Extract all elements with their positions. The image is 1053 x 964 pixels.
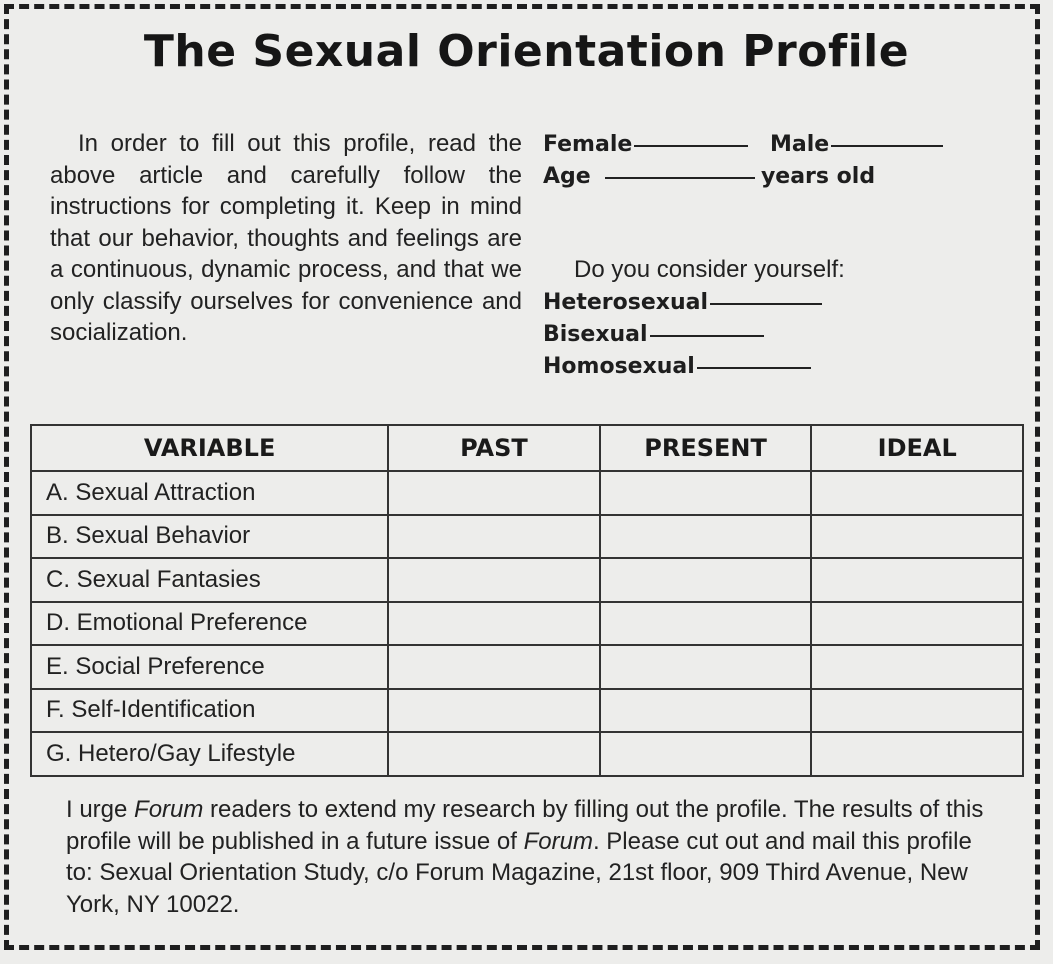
- row-label: C. Sexual Fantasies: [31, 558, 388, 602]
- row-label: G. Hetero/Gay Lifestyle: [31, 732, 388, 776]
- row-label: E. Social Preference: [31, 645, 388, 689]
- row-label: A. Sexual Attraction: [31, 471, 388, 515]
- present-cell[interactable]: [600, 515, 812, 559]
- forum-title: Forum: [523, 827, 593, 855]
- past-cell[interactable]: [388, 471, 599, 515]
- header-present: PRESENT: [600, 425, 812, 471]
- female-label: Female: [543, 132, 633, 157]
- ideal-cell[interactable]: [811, 732, 1023, 776]
- gender-male-field[interactable]: [770, 131, 943, 157]
- header-ideal: IDEAL: [811, 425, 1023, 471]
- option-blank[interactable]: [697, 367, 811, 369]
- gender-female-field[interactable]: [543, 131, 748, 157]
- page-title: The Sexual Orientation Profile: [143, 26, 910, 77]
- past-cell[interactable]: [388, 689, 599, 733]
- present-cell[interactable]: [600, 558, 812, 602]
- footer-paragraph: [66, 794, 996, 920]
- header-past: PAST: [388, 425, 599, 471]
- ideal-cell[interactable]: [811, 515, 1023, 559]
- row-label: D. Emotional Preference: [31, 602, 388, 646]
- table-header-row: [31, 425, 1023, 471]
- present-cell[interactable]: [600, 645, 812, 689]
- age-label: Age: [543, 164, 591, 189]
- table-row: [31, 645, 1023, 689]
- header-variable: VARIABLE: [31, 425, 388, 471]
- past-cell[interactable]: [388, 602, 599, 646]
- profile-table: [30, 424, 1024, 777]
- table-row: [31, 732, 1023, 776]
- ideal-cell[interactable]: [811, 558, 1023, 602]
- table-row: [31, 689, 1023, 733]
- past-cell[interactable]: [388, 645, 599, 689]
- female-blank[interactable]: [634, 145, 748, 147]
- past-cell[interactable]: [388, 732, 599, 776]
- footer-text: I urge: [66, 796, 135, 823]
- ideal-cell[interactable]: [811, 471, 1023, 515]
- present-cell[interactable]: [600, 732, 812, 776]
- table-row: [31, 471, 1023, 515]
- option-label: Heterosexual: [543, 290, 708, 315]
- years-old-label: years old: [760, 164, 876, 189]
- table-row: [31, 602, 1023, 646]
- row-label: F. Self-Identification: [31, 689, 388, 733]
- option-bisexual[interactable]: [543, 321, 764, 347]
- present-cell[interactable]: [600, 471, 812, 515]
- present-cell[interactable]: [600, 689, 812, 733]
- option-label: Homosexual: [543, 354, 695, 379]
- past-cell[interactable]: [388, 558, 599, 602]
- age-blank[interactable]: [605, 177, 755, 179]
- male-blank[interactable]: [831, 145, 943, 147]
- past-cell[interactable]: [388, 515, 599, 559]
- option-homosexual[interactable]: [543, 353, 811, 379]
- row-label: B. Sexual Behavior: [31, 515, 388, 559]
- ideal-cell[interactable]: [811, 689, 1023, 733]
- table-row: [31, 515, 1023, 559]
- table-row: [31, 558, 1023, 602]
- ideal-cell[interactable]: [811, 645, 1023, 689]
- intro-paragraph: In order to fill out this profile, read the above article and carefully follow the instructions for completing it. Keep in mind that our behavior, thoughts and feelings are a continuous, dynamic process, and that we only classify ourselves for convenience and socialization.: [50, 130, 522, 346]
- male-label: Male: [770, 132, 830, 157]
- footer-text: . Please cut out and mail this profile to: Sexual Orientation Study, c/o Forum Magazine, 21st floor, 909 Third Avenue, New York, NY 10022.: [66, 827, 972, 918]
- age-field[interactable]: [543, 163, 875, 189]
- ideal-cell[interactable]: [811, 602, 1023, 646]
- orientation-question: Do you consider yourself:: [574, 256, 845, 283]
- option-blank[interactable]: [710, 303, 822, 305]
- present-cell[interactable]: [600, 602, 812, 646]
- option-heterosexual[interactable]: [543, 289, 822, 315]
- footer-text: readers to extend my research by filling out the profile. The results of this profile will be published in a future issue of: [66, 796, 984, 855]
- forum-title: Forum: [134, 796, 204, 823]
- option-blank[interactable]: [650, 335, 764, 337]
- option-label: Bisexual: [543, 322, 648, 347]
